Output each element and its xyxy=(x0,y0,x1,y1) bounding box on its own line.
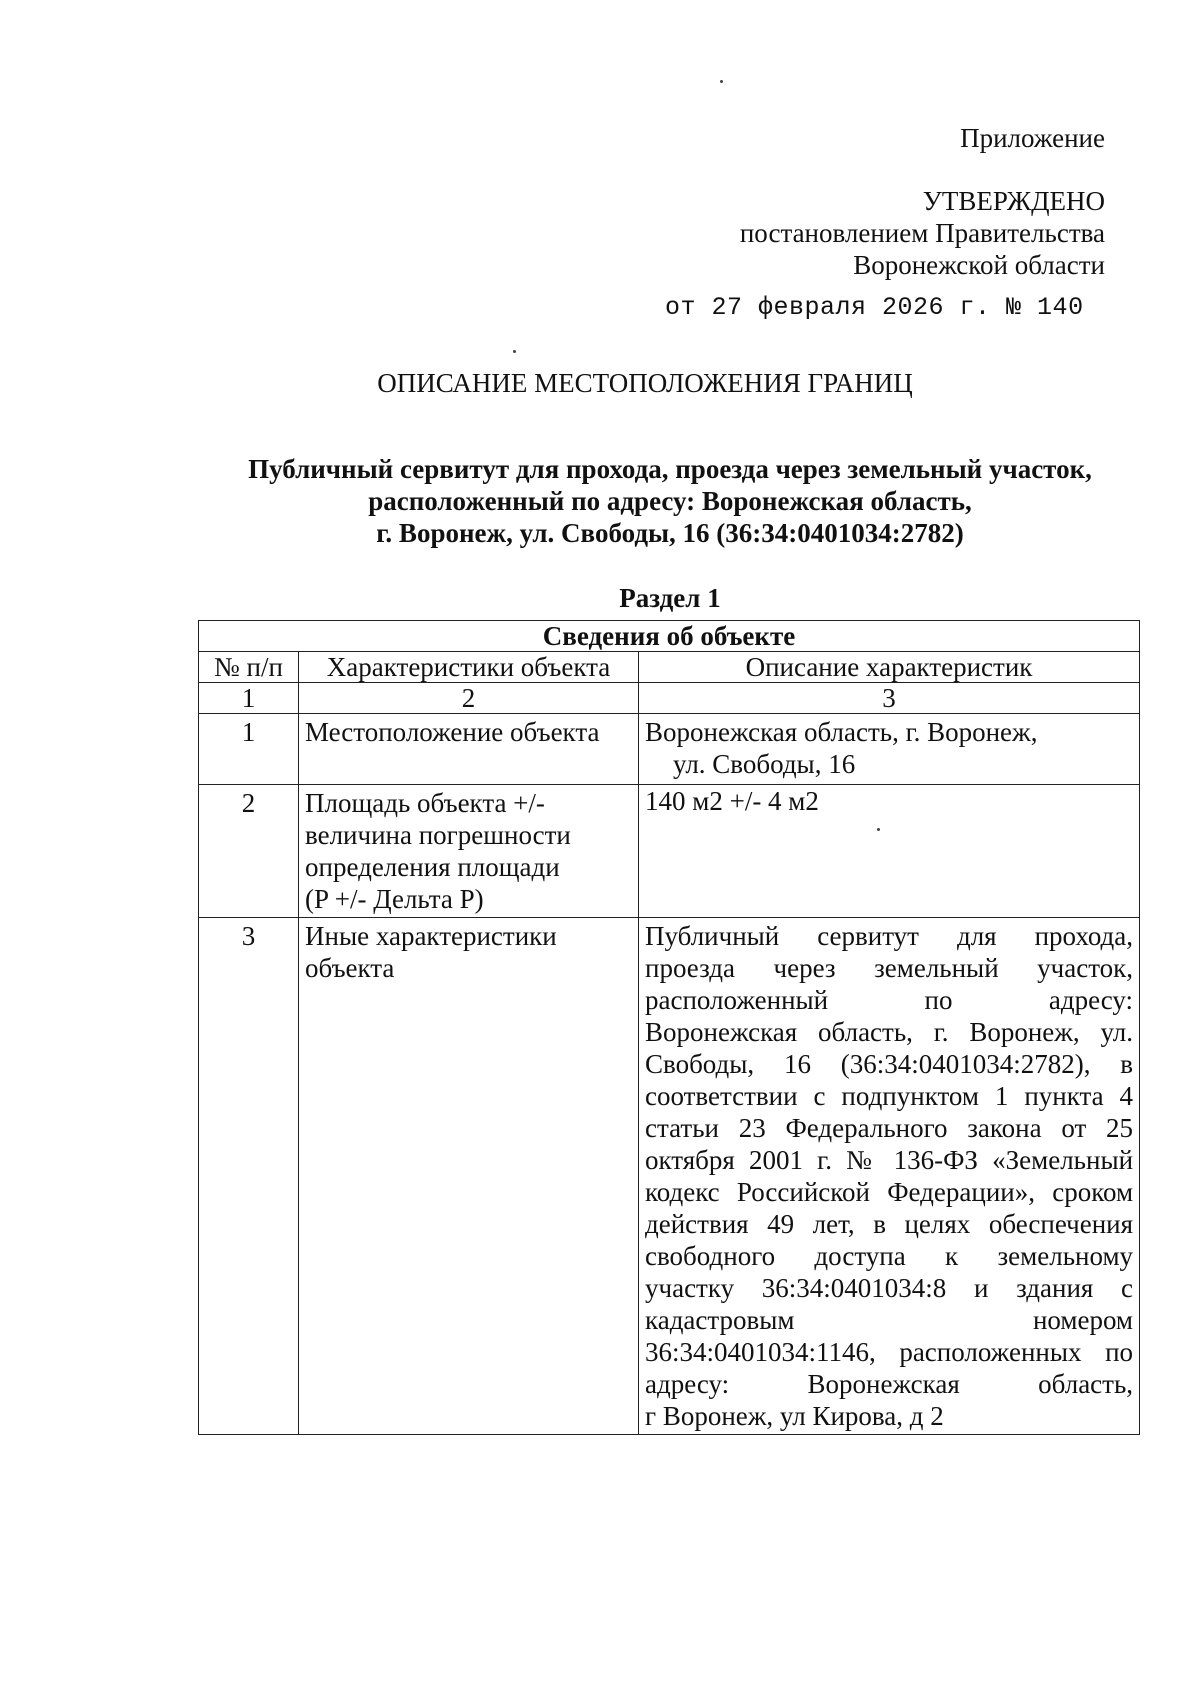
appendix-label: Приложение xyxy=(960,123,1105,153)
description-line: участку 36:34:0401034:8 и здания с xyxy=(645,1273,1134,1303)
characteristic-line: определения площади xyxy=(305,852,560,882)
row-characteristic xyxy=(299,714,639,785)
characteristic-line: величина погрешности xyxy=(305,820,571,850)
row-number: 3 xyxy=(199,918,299,1435)
subject-line: г. Воронеж, ул. Свободы, 16 (36:34:0401034:2782) xyxy=(376,518,964,548)
description-line: кодекс Российской Федерации», сроком xyxy=(645,1177,1134,1207)
table-row xyxy=(199,918,1140,1435)
characteristic-line: Местоположение объекта xyxy=(305,717,600,747)
row-characteristic xyxy=(299,785,639,918)
description-line: Воронежская область, г. Воронеж, ул. xyxy=(645,1017,1134,1047)
description-line: свободного доступа к земельному xyxy=(645,1241,1134,1271)
column-header: Описание характеристик xyxy=(639,652,1140,683)
table-row xyxy=(199,785,1140,918)
column-number-row xyxy=(199,683,1140,714)
approved-by-line: Воронежской области xyxy=(853,250,1105,280)
row-description xyxy=(639,918,1140,1435)
description-line: действия 49 лет, в целях обеспечения xyxy=(645,1209,1134,1239)
characteristic-line: Площадь объекта +/- xyxy=(305,788,545,818)
description-line: кадастровым номером xyxy=(645,1305,1134,1335)
description-line: Воронежская область, г. Воронеж, xyxy=(645,717,1038,747)
table-caption: Сведения об объекте xyxy=(199,621,1140,652)
description-line: Публичный сервитут для прохода, xyxy=(645,921,1134,951)
column-number: 2 xyxy=(299,683,639,714)
row-number: 1 xyxy=(199,714,299,785)
description-line: г Воронеж, ул Кирова, д 2 xyxy=(645,1401,944,1431)
decree-date-number: от 27 февраля 2026 г. № 140 xyxy=(665,293,1084,322)
description-line: адресу: Воронежская область, xyxy=(645,1369,1134,1399)
approved-by-line: постановлением Правительства xyxy=(739,218,1105,248)
document-subject xyxy=(120,453,1200,549)
column-number: 1 xyxy=(199,683,299,714)
row-description xyxy=(639,785,1140,918)
table-row xyxy=(199,714,1140,785)
scan-speck xyxy=(513,350,516,353)
table-header-row xyxy=(199,652,1140,683)
subject-line: Публичный сервитут для прохода, проезда через земельный участок, xyxy=(248,454,1092,484)
description-line: 140 м2 +/- 4 м2 xyxy=(645,786,819,816)
scan-speck xyxy=(720,80,723,83)
description-paragraph xyxy=(645,920,1133,1432)
description-line: ул. Свободы, 16 xyxy=(673,749,856,779)
description-line: расположенный по адресу: xyxy=(645,985,1134,1015)
description-line: проезда через земельный участок, xyxy=(645,953,1134,983)
column-header: Характеристики объекта xyxy=(299,652,639,683)
approved-stamp-text: УТВЕРЖДЕНО xyxy=(922,186,1105,216)
document-title: ОПИСАНИЕ МЕСТОПОЛОЖЕНИЯ ГРАНИЦ xyxy=(377,368,913,398)
description-line: соответствии с подпунктом 1 пункта 4 xyxy=(645,1081,1134,1111)
row-number: 2 xyxy=(199,785,299,918)
characteristic-line: (P +/- Дельта P) xyxy=(305,884,484,914)
table-caption-row xyxy=(199,621,1140,652)
description-line: 36:34:0401034:1146, расположенных по xyxy=(645,1337,1134,1367)
characteristic-line: объекта xyxy=(305,953,395,983)
section-title: Раздел 1 xyxy=(619,583,721,613)
subject-line: расположенный по адресу: Воронежская область, xyxy=(368,486,972,516)
object-info-table xyxy=(198,620,1140,1435)
characteristic-line: Иные характеристики xyxy=(305,921,557,951)
row-characteristic xyxy=(299,918,639,1435)
description-line: октября 2001 г. № 136-ФЗ «Земельный xyxy=(645,1145,1134,1175)
row-description xyxy=(639,714,1140,785)
column-number: 3 xyxy=(639,683,1140,714)
description-line: Свободы, 16 (36:34:0401034:2782), в xyxy=(645,1049,1134,1079)
column-header: № п/п xyxy=(199,652,299,683)
description-line: статьи 23 Федерального закона от 25 xyxy=(645,1113,1134,1143)
